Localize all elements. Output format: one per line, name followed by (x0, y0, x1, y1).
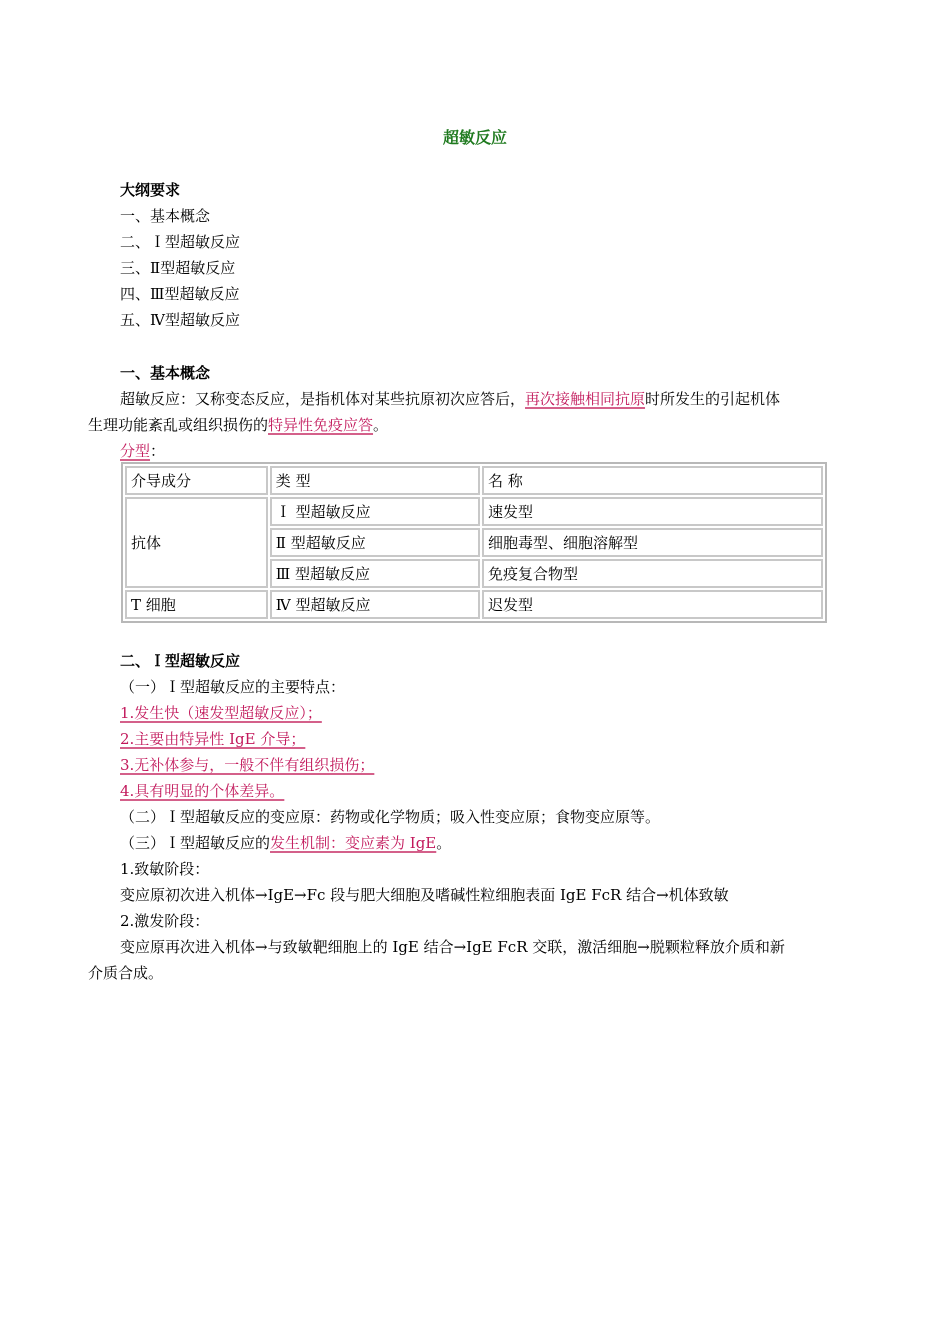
table-group-cell: T 细胞 (125, 590, 268, 619)
outline-item: 四、Ⅲ型超敏反应 (120, 285, 240, 303)
subsection-3-text: （三）Ｉ型超敏反应的 (120, 834, 271, 852)
subsection-3-text: 。 (436, 834, 452, 852)
stage1-text: 变应原初次进入机体→IgE→Fc 段与肥大细胞及嗜碱性粒细胞表面 IgE FcR 结合→机体致敏 (120, 886, 729, 904)
definition-line2 (88, 415, 388, 435)
definition-text: 时所发生的引起机体 (645, 390, 781, 408)
section1-heading: 一、基本概念 (120, 364, 211, 382)
feature-text: 1.发生快（速发型超敏反应）； (120, 704, 322, 722)
feature-text: 4.具有明显的个体差异。 (120, 782, 285, 800)
table-cell-type: Ⅳ 型超敏反应 (270, 590, 480, 619)
classification-table (121, 462, 827, 623)
highlight-mechanism: 发生机制：变应素为 IgE (270, 834, 437, 852)
outline-item: 二、Ｉ型超敏反应 (120, 233, 241, 251)
types-label (120, 441, 165, 461)
table-group-cell: 抗体 (125, 497, 268, 588)
stage1-title: 1.致敏阶段： (120, 860, 210, 878)
table-row (125, 497, 823, 526)
table-header-row (125, 466, 823, 495)
types-label-highlight: 分型 (120, 442, 151, 460)
table-header-cell: 类 型 (270, 466, 480, 495)
definition-text: 超敏反应：又称变态反应，是指机体对某些抗原初次应答后， (120, 390, 526, 408)
table-cell-name: 细胞毒型、细胞溶解型 (482, 528, 823, 557)
definition-text: 生理功能紊乱或组织损伤的 (88, 416, 269, 434)
outline-item: 三、Ⅱ型超敏反应 (120, 259, 236, 277)
feature-text: 3.无补体参与，一般不伴有组织损伤； (120, 756, 375, 774)
highlight-reexposure: 再次接触相同抗原 (525, 390, 646, 408)
definition-text: 。 (373, 416, 389, 434)
table-cell-type: Ⅲ 型超敏反应 (270, 559, 480, 588)
table-cell-name: 免疫复合物型 (482, 559, 823, 588)
stage2-text-cont: 介质合成。 (88, 964, 164, 982)
table-cell-type: Ｉ 型超敏反应 (270, 497, 480, 526)
subsection-3 (120, 833, 451, 853)
section2-heading: 二、Ｉ型超敏反应 (120, 652, 241, 670)
table-header-cell: 名 称 (482, 466, 823, 495)
outline-item: 五、Ⅳ型超敏反应 (120, 311, 240, 329)
types-label-colon: ： (150, 442, 166, 460)
outline-item: 一、基本概念 (120, 207, 211, 225)
table-cell-name: 迟发型 (482, 590, 823, 619)
highlight-specific-response: 特异性免疫应答 (268, 416, 374, 434)
subsection-1: （一）Ｉ型超敏反应的主要特点： (120, 678, 346, 696)
table-cell-name: 速发型 (482, 497, 823, 526)
stage2-title: 2.激发阶段： (120, 912, 210, 930)
feature-item (120, 729, 305, 749)
table-cell-type: Ⅱ 型超敏反应 (270, 528, 480, 557)
feature-item (120, 755, 374, 775)
table-row (125, 590, 823, 619)
feature-text: 2.主要由特异性 IgE 介导； (120, 730, 306, 748)
stage2-text: 变应原再次进入机体→与致敏靶细胞上的 IgE 结合→IgE FcR 交联，激活细胞→脱颗粒释放介质和新 (120, 938, 785, 956)
feature-item (120, 703, 322, 723)
page-title: 超敏反应 (442, 128, 507, 147)
outline-heading: 大纲要求 (120, 181, 181, 199)
subsection-2: （二）Ｉ型超敏反应的变应原：药物或化学物质；吸入性变应原；食物变应原等。 (120, 808, 661, 826)
feature-item (120, 781, 284, 801)
table-header-cell: 介导成分 (125, 466, 268, 495)
definition-line1 (120, 389, 780, 409)
